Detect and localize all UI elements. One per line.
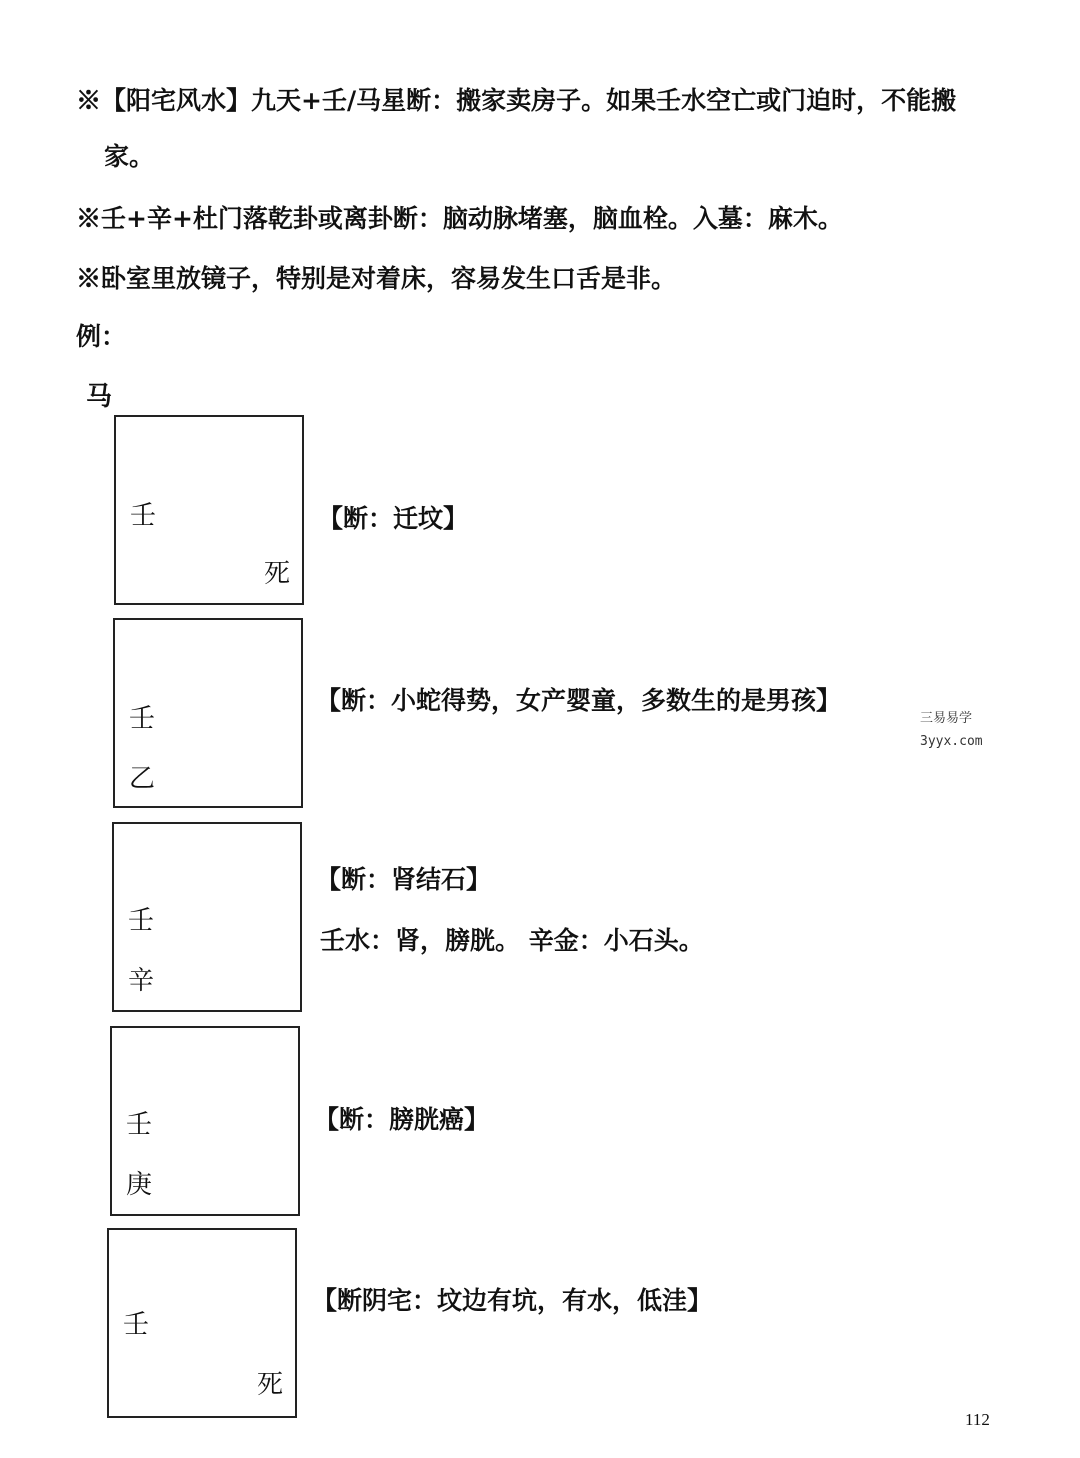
stem-top: 壬 [123, 1310, 150, 1340]
judgment-2: 【断：小蛇得势，女产婴童，多数生的是男孩】 [316, 686, 842, 715]
door-corner: 死 [257, 1370, 284, 1400]
door-corner: 死 [264, 559, 291, 589]
stem-bottom: 乙 [129, 764, 156, 794]
horse-star-label: 马 [86, 382, 113, 412]
palace-box-2 [113, 618, 303, 808]
stem-top: 壬 [126, 1110, 153, 1140]
judgment-3-note: 壬水：肾，膀胱。 辛金：小石头。 [320, 926, 704, 955]
judgment-5: 【断阴宅：坟边有坑，有水，低洼】 [312, 1286, 713, 1315]
judgment-4: 【断：膀胱癌】 [314, 1105, 490, 1134]
palace-box-5 [107, 1228, 297, 1418]
watermark-line-2: 3yyx.com [920, 734, 983, 749]
paragraph-2: ※壬+辛+杜门落乾卦或离卦断：脑动脉堵塞，脑血栓。入墓：麻木。 [76, 204, 843, 233]
page-number: 112 [965, 1410, 990, 1429]
stem-bottom: 庚 [126, 1170, 153, 1200]
palace-box-1 [114, 415, 304, 605]
stem-top: 壬 [130, 501, 157, 531]
paragraph-3: ※卧室里放镜子，特别是对着床，容易发生口舌是非。 [76, 264, 677, 293]
stem-bottom: 辛 [128, 966, 155, 996]
stem-top: 壬 [128, 906, 155, 936]
stem-top: 壬 [129, 704, 156, 734]
paragraph-1-line-2: 家。 [104, 142, 155, 171]
paragraph-1-line-1: ※【阳宅风水】九天+壬/马星断：搬家卖房子。如果壬水空亡或门迫时，不能搬 [76, 86, 957, 115]
palace-box-3 [112, 822, 302, 1012]
judgment-1: 【断：迁坟】 [318, 504, 469, 533]
watermark-line-1: 三易易学 [920, 711, 973, 726]
judgment-3: 【断：肾结石】 [316, 865, 492, 894]
example-label: 例： [76, 322, 127, 351]
palace-box-4 [110, 1026, 300, 1216]
